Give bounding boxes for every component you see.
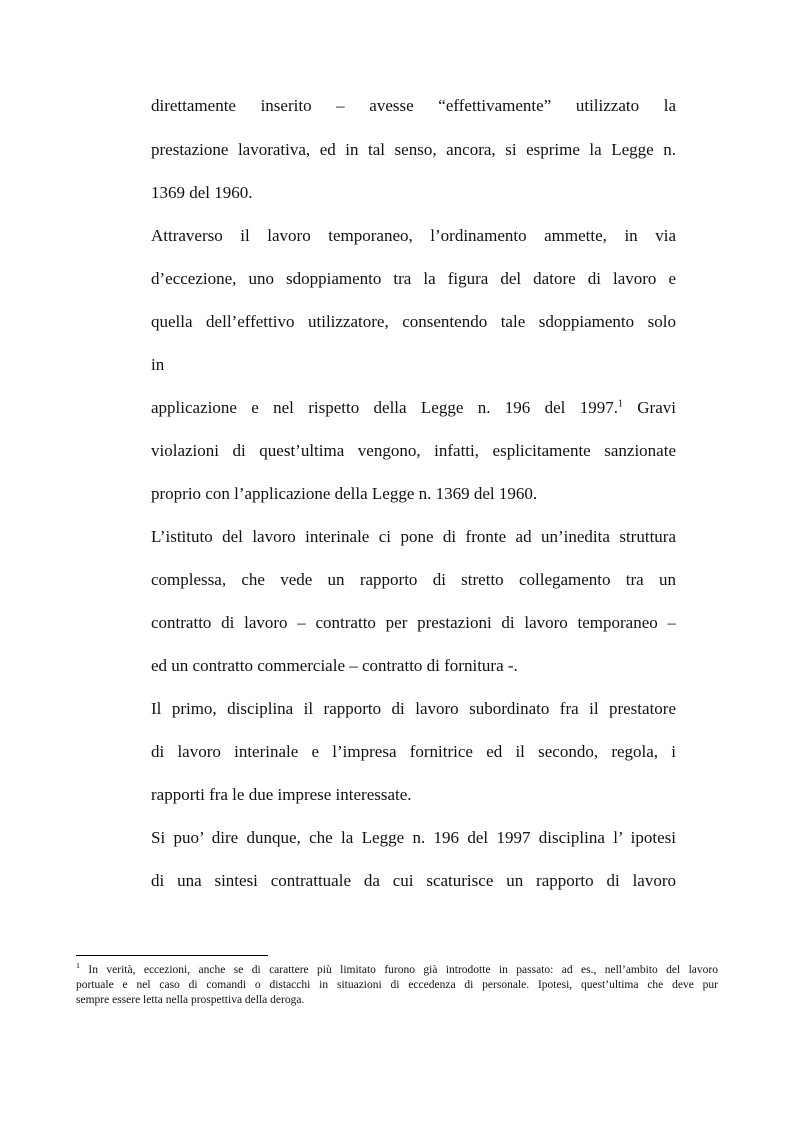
body-line: L’istituto del lavoro interinale ci pone di fronte ad un’inedita struttura <box>151 527 676 546</box>
body-line: d’eccezione, uno sdoppiamento tra la figura del datore di lavoro e <box>151 269 676 288</box>
footnote-separator <box>76 955 268 956</box>
body-line: direttamente inserito – avesse “effettivamente” utilizzato la <box>151 96 676 115</box>
body-line: 1369 del 1960. <box>151 183 253 202</box>
footnote-text: In verità, eccezioni, anche se di carattere più limitato furono già introdotte in passato: ad es., nell’ambito del lavoro <box>80 964 718 976</box>
footnote-line: sempre essere letta nella prospettiva della deroga. <box>76 994 305 1006</box>
footnote-reference: 1 <box>617 398 623 410</box>
body-line: contratto di lavoro – contratto per prestazioni di lavoro temporaneo – <box>151 613 676 632</box>
body-line: Si puo’ dire dunque, che la Legge n. 196 del 1997 disciplina l’ ipotesi <box>151 828 676 847</box>
body-line: prestazione lavorativa, ed in tal senso, ancora, si esprime la Legge n. <box>151 140 676 159</box>
body-line: Il primo, disciplina il rapporto di lavoro subordinato fra il prestatore <box>151 699 676 718</box>
body-line: violazioni di quest’ultima vengono, infatti, esplicitamente sanzionate <box>151 441 676 460</box>
body-line-text: Gravi <box>622 398 676 417</box>
footnote-line <box>76 963 718 978</box>
body-line: di lavoro interinale e l’impresa fornitrice ed il secondo, regola, i <box>151 742 676 761</box>
footnote-line: portuale e nel caso di comandi o distacchi in situazioni di eccedenza di personale. Ipotesi, quest’ultima che deve pur <box>76 979 718 991</box>
body-line: rapporti fra le due imprese interessate. <box>151 785 412 804</box>
body-line: di una sintesi contrattuale da cui scaturisce un rapporto di lavoro <box>151 871 676 890</box>
body-line: proprio con l’applicazione della Legge n. 1369 del 1960. <box>151 484 538 503</box>
body-line: complessa, che vede un rapporto di stretto collegamento tra un <box>151 570 676 589</box>
body-line: Attraverso il lavoro temporaneo, l’ordinamento ammette, in via <box>151 226 676 245</box>
body-line-text: applicazione e nel rispetto della Legge n. 196 del 1997. <box>151 398 618 417</box>
body-line-with-footnote-ref <box>151 397 676 419</box>
body-line: quella dell’effettivo utilizzatore, consentendo tale sdoppiamento solo <box>151 312 676 331</box>
body-line: in <box>151 355 165 374</box>
body-line: ed un contratto commerciale – contratto di fornitura -. <box>151 656 518 675</box>
footnote-marker: 1 <box>76 963 80 971</box>
